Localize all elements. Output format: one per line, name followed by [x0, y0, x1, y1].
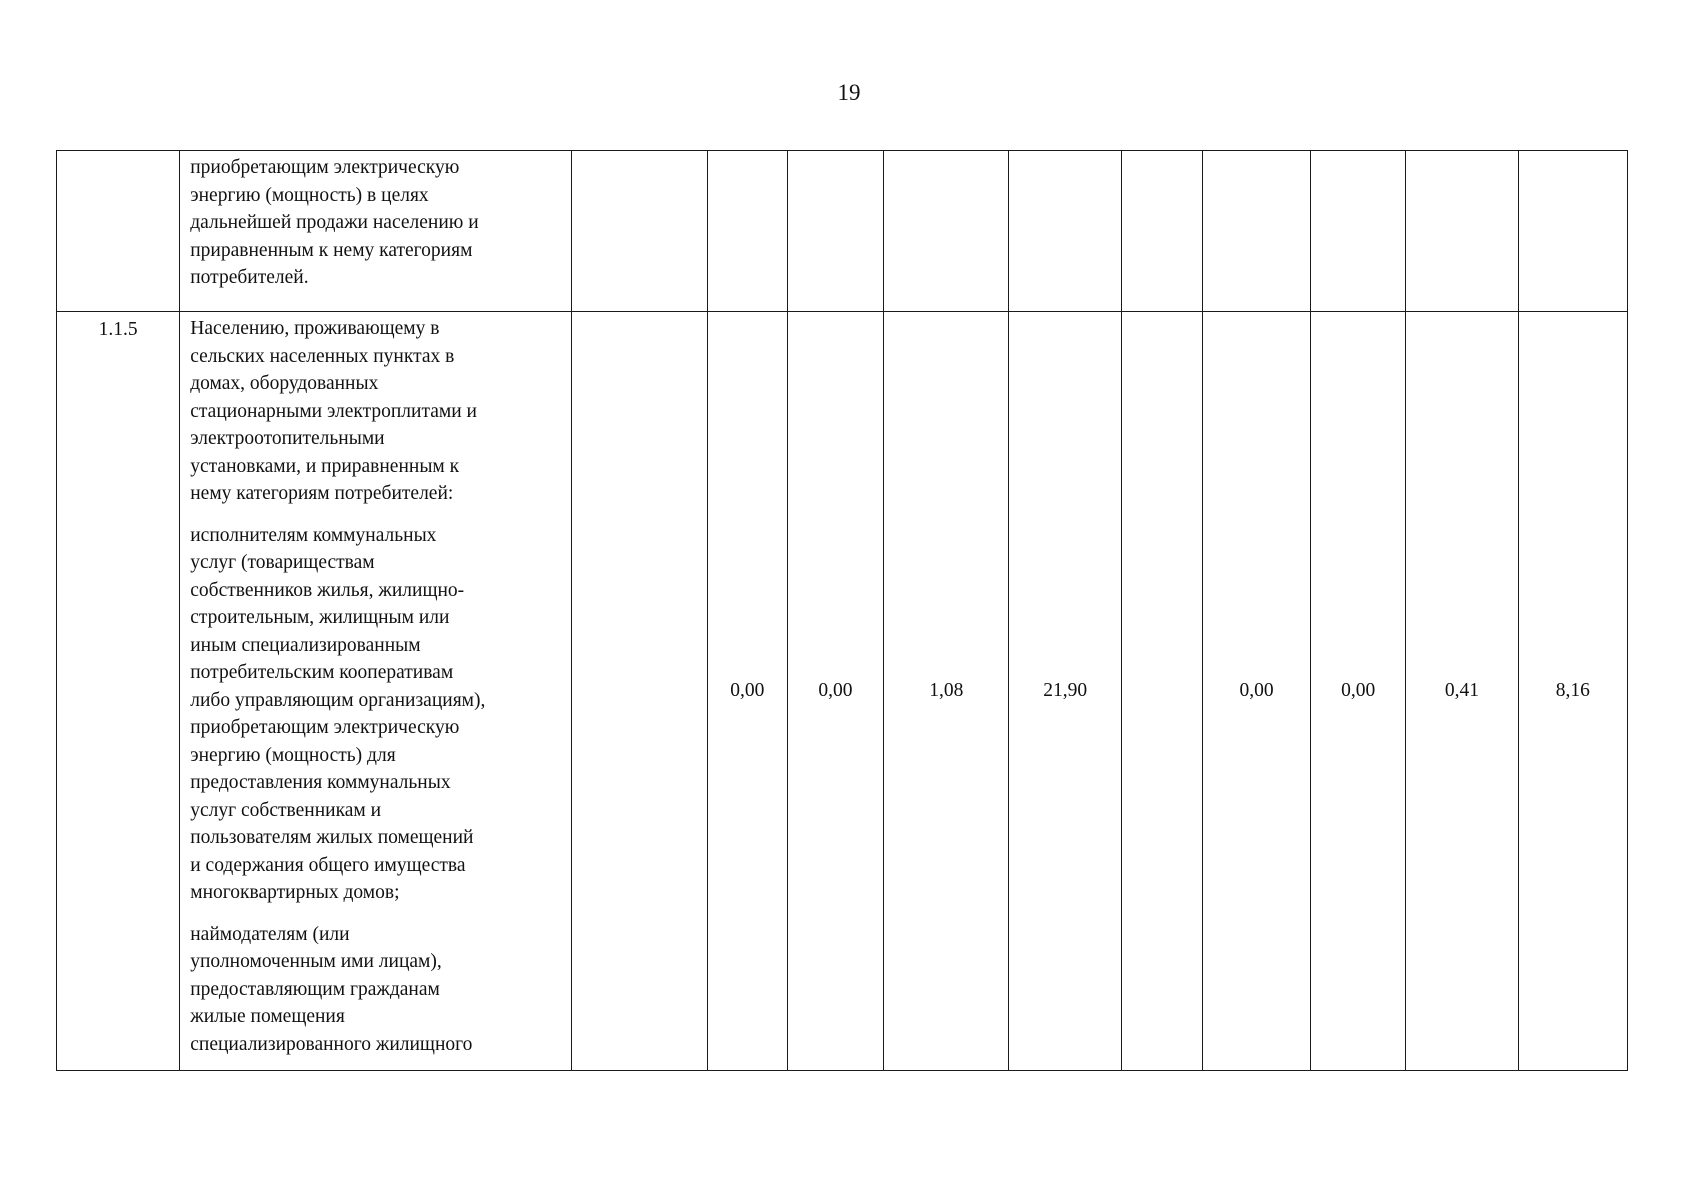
value-cell: 0,41: [1406, 312, 1518, 1071]
description-paragraph: [190, 315, 560, 508]
row-number-cell: 1.1.5: [57, 312, 180, 1071]
value-cell: 0,00: [707, 312, 787, 1071]
text-line: Населению, проживающему в: [190, 318, 440, 339]
text-line: электроотопительными: [190, 428, 385, 449]
text-line: предоставляющим гражданам: [190, 978, 440, 1000]
text-line: исполнителям коммунальных: [190, 524, 437, 546]
description-paragraph: [190, 921, 560, 1059]
text-line: стационарными электроплитами и: [190, 400, 477, 422]
value-cell: [1311, 151, 1406, 312]
value-cell: [787, 151, 883, 312]
value-cell: [1121, 312, 1202, 1071]
text-line: многоквартирных домов;: [190, 882, 400, 903]
text-line: уполномоченным ими лицам),: [190, 951, 442, 972]
text-line: и содержания общего имущества: [190, 854, 466, 876]
table-row: [57, 151, 1628, 312]
text-line: приобретающим электрическую: [190, 717, 460, 738]
row-number-cell: [57, 151, 180, 312]
value-cell: [571, 312, 707, 1071]
text-line: собственников жилья, жилищно-: [190, 579, 465, 601]
text-line: потребительским кооперативам: [190, 662, 454, 683]
text-line: энергию (мощность) для: [190, 744, 396, 766]
value-cell: 21,90: [1009, 312, 1121, 1071]
text-line: жилые помещения: [190, 1006, 345, 1027]
page-number: 19: [837, 80, 861, 105]
text-line: потребителей.: [190, 267, 309, 288]
text-line: иным специализированным: [190, 634, 421, 656]
text-line: приобретающим электрическую: [190, 157, 460, 178]
value-cell: [1121, 151, 1202, 312]
text-line: дальнейшей продажи населению и: [190, 212, 479, 233]
value-cell: 0,00: [787, 312, 883, 1071]
text-line: услуг (товариществам: [190, 552, 375, 573]
text-line: услуг собственникам и: [190, 799, 382, 821]
value-cell: [1203, 151, 1311, 312]
description-cell: [180, 151, 571, 312]
description-paragraph: [190, 154, 560, 292]
tariff-table: [56, 150, 1628, 1071]
description-paragraph: [190, 522, 560, 907]
text-line: строительным, жилищным или: [190, 607, 450, 628]
value-cell: [884, 151, 1009, 312]
value-cell: [1406, 151, 1518, 312]
value-cell: 8,16: [1518, 312, 1627, 1071]
value-cell: [1009, 151, 1121, 312]
text-line: энергию (мощность) в целях: [190, 184, 429, 206]
description-cell: [180, 312, 571, 1071]
value-cell: [1518, 151, 1627, 312]
text-line: предоставления коммунальных: [190, 772, 451, 793]
value-cell: [571, 151, 707, 312]
value-cell: 0,00: [1203, 312, 1311, 1071]
text-line: нему категориям потребителей:: [190, 483, 454, 504]
text-line: сельских населенных пунктах в: [190, 345, 455, 367]
text-line: установками, и приравненным к: [190, 455, 460, 477]
value-cell: 0,00: [1311, 312, 1406, 1071]
text-line: приравненным к нему категориям: [190, 239, 473, 261]
text-line: пользователям жилых помещений: [190, 827, 474, 848]
value-cell: [707, 151, 787, 312]
text-line: домах, оборудованных: [190, 373, 379, 394]
text-line: специализированного жилищного: [190, 1033, 473, 1055]
text-line: наймодателям (или: [190, 923, 350, 945]
table-row: [57, 312, 1628, 1071]
value-cell: 1,08: [884, 312, 1009, 1071]
text-line: либо управляющим организациям),: [190, 689, 486, 711]
